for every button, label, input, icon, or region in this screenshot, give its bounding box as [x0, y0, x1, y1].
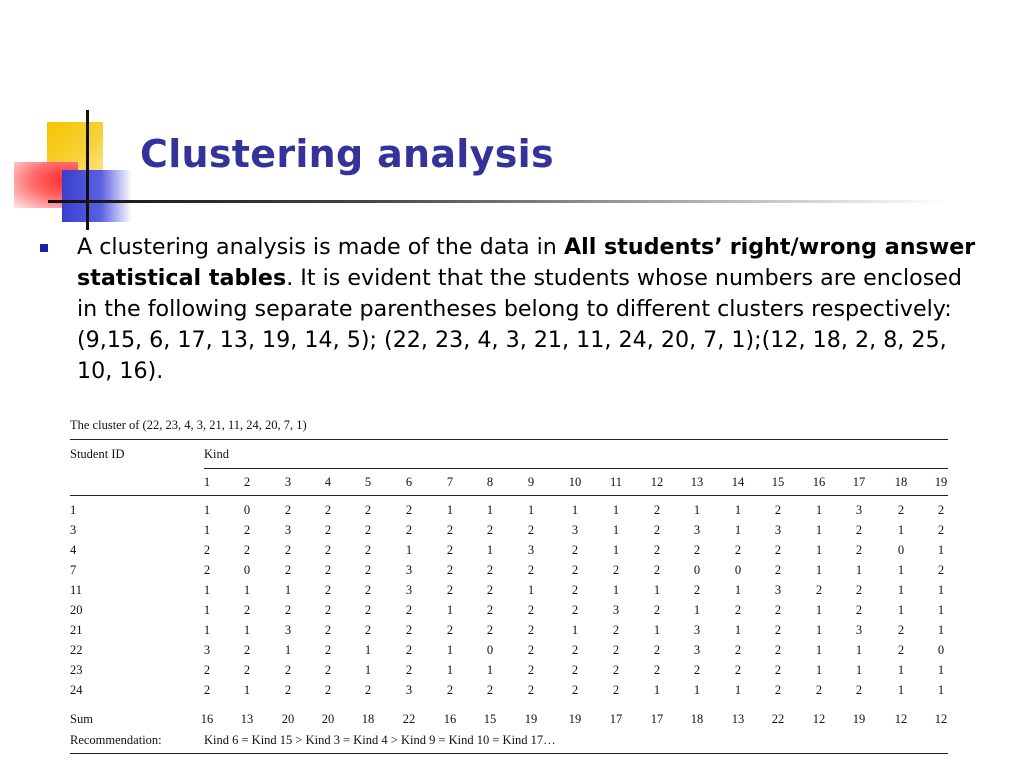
table-cell: 1 — [937, 583, 945, 597]
table-cell: 2 — [734, 603, 742, 617]
table-cell: 3 — [527, 543, 535, 557]
kind-column-header: 9 — [527, 475, 535, 489]
table-cell: 1 — [486, 663, 494, 677]
table-cell: 2 — [571, 683, 579, 697]
table-cell: 2 — [324, 643, 332, 657]
table-cell: 3 — [693, 643, 701, 657]
table-cell: 2 — [446, 683, 454, 697]
table-cell: 2 — [693, 583, 701, 597]
table-cell: 2 — [527, 643, 535, 657]
table-cell: 2 — [243, 603, 251, 617]
table-cell: 2 — [324, 623, 332, 637]
table-cell: 2 — [937, 523, 945, 537]
table-cell: 2 — [243, 543, 251, 557]
table-cell: 2 — [571, 643, 579, 657]
table-cell: 2 — [571, 603, 579, 617]
student-id-cell: 11 — [70, 583, 83, 597]
ornament-vertical-line — [86, 110, 89, 230]
student-id-cell: 20 — [70, 603, 83, 617]
table-cell: 2 — [446, 563, 454, 577]
table-cell: 3 — [693, 623, 701, 637]
table-cell: 2 — [897, 503, 905, 517]
table-cell: 2 — [486, 583, 494, 597]
sum-cell: 18 — [690, 712, 704, 726]
kind-column-header: 13 — [690, 475, 704, 489]
table-rule-top — [70, 439, 948, 440]
sum-cell: 16 — [200, 712, 214, 726]
table-cell: 2 — [855, 543, 863, 557]
table-cell: 2 — [324, 523, 332, 537]
table-header-kind: Kind — [204, 447, 229, 461]
kind-column-header: 14 — [731, 475, 745, 489]
table-cell: 1 — [612, 543, 620, 557]
table-cell: 2 — [653, 543, 661, 557]
table-rule-kind — [204, 468, 948, 469]
table-cell: 2 — [693, 663, 701, 677]
table-cell: 2 — [284, 563, 292, 577]
kind-column-header: 18 — [894, 475, 908, 489]
title-underline — [48, 200, 948, 203]
table-cell: 2 — [203, 663, 211, 677]
table-cell: 3 — [693, 523, 701, 537]
table-cell: 2 — [486, 523, 494, 537]
sum-cell: 17 — [650, 712, 664, 726]
kind-column-header: 1 — [203, 475, 211, 489]
table-cell: 3 — [774, 583, 782, 597]
table-cell: 2 — [774, 563, 782, 577]
table-cell: 2 — [855, 683, 863, 697]
table-cell: 1 — [815, 503, 823, 517]
table-cell: 2 — [405, 603, 413, 617]
table-cell: 3 — [405, 563, 413, 577]
table-cell: 2 — [203, 543, 211, 557]
table-rule-header-bottom — [70, 495, 948, 496]
table-cell: 2 — [693, 543, 701, 557]
table-cell: 2 — [486, 683, 494, 697]
table-cell: 3 — [405, 683, 413, 697]
sum-cell: 19 — [524, 712, 538, 726]
table-cell: 2 — [612, 643, 620, 657]
sum-cell: 13 — [731, 712, 745, 726]
sum-cell: 20 — [281, 712, 295, 726]
table-cell: 1 — [734, 683, 742, 697]
table-cell: 2 — [774, 643, 782, 657]
table-cell: 2 — [653, 563, 661, 577]
sum-cell: 22 — [771, 712, 785, 726]
kind-column-header: 6 — [405, 475, 413, 489]
kind-column-header: 2 — [243, 475, 251, 489]
table-cell: 2 — [612, 563, 620, 577]
table-cell: 2 — [364, 543, 372, 557]
table-cell: 2 — [815, 583, 823, 597]
table-cell: 2 — [612, 663, 620, 677]
table-cell: 1 — [815, 543, 823, 557]
table-cell: 3 — [405, 583, 413, 597]
table-cell: 2 — [855, 523, 863, 537]
kind-column-header: 19 — [934, 475, 948, 489]
student-id-cell: 22 — [70, 643, 83, 657]
table-cell: 1 — [815, 523, 823, 537]
table-cell: 2 — [571, 583, 579, 597]
table-cell: 2 — [364, 583, 372, 597]
sum-cell: 12 — [812, 712, 826, 726]
table-cell: 2 — [734, 543, 742, 557]
table-cell: 2 — [855, 603, 863, 617]
sum-cell: 13 — [240, 712, 254, 726]
table-cell: 2 — [571, 543, 579, 557]
table-cell: 2 — [243, 523, 251, 537]
table-cell: 1 — [486, 543, 494, 557]
bullet-text-intro: A clustering analysis is made of the data in — [77, 234, 564, 260]
table-cell: 2 — [527, 683, 535, 697]
table-cell: 2 — [324, 503, 332, 517]
table-cell: 2 — [527, 563, 535, 577]
table-cell: 2 — [324, 543, 332, 557]
kind-column-header: 12 — [650, 475, 664, 489]
table-cell: 2 — [653, 523, 661, 537]
bullet-text-rest: . It is evident that the students whose numbers are enclosed in the following separate parentheses belong to different clusters respectively: (9,15, 6, 17, 13, 19, 14, 5); (22, 23, 4, 3, 21, 11, 24, 20, 7, 1);(12, 18, 2, 8, 25, 10, 16). — [77, 265, 963, 384]
sum-cell: 18 — [361, 712, 375, 726]
table-cell: 2 — [203, 683, 211, 697]
table-cell: 2 — [653, 603, 661, 617]
table-cell: 1 — [734, 583, 742, 597]
sum-cell: 12 — [934, 712, 948, 726]
student-id-cell: 21 — [70, 623, 83, 637]
table-cell: 2 — [284, 503, 292, 517]
table-cell: 2 — [897, 623, 905, 637]
table-caption: The cluster of (22, 23, 4, 3, 21, 11, 24, 20, 7, 1) — [70, 418, 307, 432]
table-cell: 2 — [937, 503, 945, 517]
table-cell: 0 — [243, 503, 251, 517]
table-cell: 2 — [734, 643, 742, 657]
table-cell: 2 — [486, 603, 494, 617]
table-recommendation-label: Recommendation: — [70, 733, 162, 747]
table-cell: 3 — [284, 523, 292, 537]
table-cell: 2 — [486, 623, 494, 637]
bullet-square-icon — [40, 244, 48, 252]
table-cell: 1 — [897, 683, 905, 697]
student-id-cell: 7 — [70, 563, 77, 577]
table-cell: 1 — [446, 663, 454, 677]
table-cell: 1 — [693, 503, 701, 517]
table-cell: 1 — [571, 503, 579, 517]
table-cell: 1 — [897, 583, 905, 597]
kind-column-header: 10 — [568, 475, 582, 489]
table-cell: 1 — [364, 643, 372, 657]
table-cell: 2 — [405, 523, 413, 537]
sum-cell: 20 — [321, 712, 335, 726]
student-id-cell: 24 — [70, 683, 83, 697]
kind-column-header: 4 — [324, 475, 332, 489]
table-cell: 1 — [734, 623, 742, 637]
table-cell: 1 — [693, 683, 701, 697]
table-cell: 2 — [774, 543, 782, 557]
table-cell: 1 — [815, 623, 823, 637]
table-cell: 2 — [364, 683, 372, 697]
table-cell: 2 — [815, 683, 823, 697]
table-cell: 2 — [324, 683, 332, 697]
table-cell: 1 — [446, 603, 454, 617]
table-cell: 1 — [815, 663, 823, 677]
table-cell: 3 — [855, 623, 863, 637]
table-cell: 1 — [937, 663, 945, 677]
bullet-text — [77, 232, 987, 387]
table-cell: 2 — [364, 623, 372, 637]
table-cell: 1 — [937, 623, 945, 637]
table-cell: 2 — [571, 563, 579, 577]
table-cell: 2 — [653, 663, 661, 677]
table-cell: 1 — [734, 503, 742, 517]
table-cell: 1 — [203, 583, 211, 597]
sum-cell: 15 — [483, 712, 497, 726]
table-cell: 1 — [937, 543, 945, 557]
table-cell: 1 — [897, 663, 905, 677]
table-cell: 2 — [527, 603, 535, 617]
kind-column-header: 17 — [852, 475, 866, 489]
table-cell: 1 — [937, 603, 945, 617]
table-cell: 2 — [284, 543, 292, 557]
table-cell: 1 — [571, 623, 579, 637]
student-id-cell: 1 — [70, 503, 77, 517]
kind-column-header: 11 — [609, 475, 623, 489]
table-cell: 2 — [364, 563, 372, 577]
table-cell: 2 — [486, 563, 494, 577]
table-cell: 1 — [653, 583, 661, 597]
table-cell: 1 — [364, 663, 372, 677]
table-cell: 2 — [446, 523, 454, 537]
table-cell: 1 — [527, 583, 535, 597]
table-cell: 1 — [815, 563, 823, 577]
table-cell: 2 — [612, 623, 620, 637]
table-cell: 2 — [774, 683, 782, 697]
table-cell: 2 — [324, 663, 332, 677]
table-cell: 1 — [284, 643, 292, 657]
table-cell: 1 — [855, 563, 863, 577]
table-cell: 0 — [243, 563, 251, 577]
table-cell: 2 — [203, 563, 211, 577]
table-cell: 2 — [364, 603, 372, 617]
table-cell: 2 — [855, 583, 863, 597]
table-cell: 1 — [203, 623, 211, 637]
table-cell: 0 — [486, 643, 494, 657]
sum-cell: 12 — [894, 712, 908, 726]
table-cell: 1 — [937, 683, 945, 697]
cluster-table — [70, 418, 950, 758]
table-cell: 1 — [897, 563, 905, 577]
table-cell: 2 — [571, 663, 579, 677]
table-cell: 1 — [612, 523, 620, 537]
sum-cell: 22 — [402, 712, 416, 726]
sum-cell: 17 — [609, 712, 623, 726]
table-cell: 2 — [446, 623, 454, 637]
table-cell: 1 — [693, 603, 701, 617]
table-cell: 1 — [243, 583, 251, 597]
ornament-blue-square — [62, 170, 132, 222]
table-cell: 3 — [612, 603, 620, 617]
kind-column-header: 15 — [771, 475, 785, 489]
table-cell: 2 — [774, 663, 782, 677]
table-cell: 3 — [855, 503, 863, 517]
student-id-cell: 23 — [70, 663, 83, 677]
table-cell: 2 — [324, 583, 332, 597]
table-cell: 1 — [734, 523, 742, 537]
bullet-bold-all-students: All students — [563, 234, 715, 260]
table-cell: 2 — [446, 543, 454, 557]
table-cell: 1 — [612, 503, 620, 517]
table-cell: 2 — [612, 683, 620, 697]
table-cell: 3 — [774, 523, 782, 537]
table-header-student-id: Student ID — [70, 447, 125, 461]
table-cell: 1 — [203, 603, 211, 617]
table-cell: 2 — [774, 623, 782, 637]
table-cell: 2 — [653, 643, 661, 657]
table-cell: 1 — [243, 683, 251, 697]
sum-cell: 16 — [443, 712, 457, 726]
table-cell: 2 — [243, 643, 251, 657]
table-cell: 1 — [897, 603, 905, 617]
table-cell: 1 — [897, 523, 905, 537]
table-cell: 2 — [405, 663, 413, 677]
table-cell: 2 — [734, 663, 742, 677]
table-cell: 1 — [446, 503, 454, 517]
table-cell: 2 — [527, 663, 535, 677]
table-sum-label: Sum — [70, 712, 93, 726]
table-cell: 3 — [284, 623, 292, 637]
table-cell: 1 — [405, 543, 413, 557]
table-cell: 3 — [571, 523, 579, 537]
table-cell: 1 — [446, 643, 454, 657]
table-cell: 1 — [203, 523, 211, 537]
student-id-cell: 4 — [70, 543, 77, 557]
kind-column-header: 16 — [812, 475, 826, 489]
table-cell: 2 — [405, 643, 413, 657]
table-cell: 2 — [774, 503, 782, 517]
student-id-cell: 3 — [70, 523, 77, 537]
table-cell: 2 — [405, 503, 413, 517]
table-cell: 2 — [774, 603, 782, 617]
table-cell: 2 — [527, 523, 535, 537]
table-cell: 2 — [284, 603, 292, 617]
table-cell: 2 — [937, 563, 945, 577]
table-cell: 1 — [486, 503, 494, 517]
table-cell: 3 — [203, 643, 211, 657]
sum-cell: 19 — [852, 712, 866, 726]
table-cell: 0 — [937, 643, 945, 657]
table-cell: 0 — [693, 563, 701, 577]
table-cell: 2 — [446, 583, 454, 597]
table-cell: 1 — [284, 583, 292, 597]
table-cell: 2 — [364, 523, 372, 537]
table-cell: 2 — [653, 503, 661, 517]
table-cell: 2 — [243, 663, 251, 677]
table-cell: 1 — [612, 583, 620, 597]
table-cell: 1 — [815, 643, 823, 657]
table-cell: 2 — [405, 623, 413, 637]
table-cell: 1 — [653, 623, 661, 637]
table-cell: 2 — [284, 683, 292, 697]
table-cell: 2 — [284, 663, 292, 677]
table-cell: 2 — [324, 603, 332, 617]
table-cell: 2 — [364, 503, 372, 517]
kind-column-header: 3 — [284, 475, 292, 489]
table-cell: 1 — [815, 603, 823, 617]
table-cell: 0 — [734, 563, 742, 577]
table-recommendation-text: Kind 6 = Kind 15 > Kind 3 = Kind 4 > Kind 9 = Kind 10 = Kind 17… — [204, 733, 556, 747]
bullet-apostrophe: ’ — [714, 234, 723, 260]
table-rule-bottom — [70, 753, 948, 754]
kind-column-header: 5 — [364, 475, 372, 489]
table-cell: 1 — [855, 663, 863, 677]
table-cell: 2 — [897, 643, 905, 657]
bullet-bold-table-name: right/wrong answer statistical tables — [77, 234, 976, 291]
table-cell: 1 — [527, 503, 535, 517]
table-cell: 0 — [897, 543, 905, 557]
table-cell: 1 — [653, 683, 661, 697]
kind-column-header: 7 — [446, 475, 454, 489]
sum-cell: 19 — [568, 712, 582, 726]
kind-column-header: 8 — [486, 475, 494, 489]
table-cell: 1 — [203, 503, 211, 517]
title-ornament — [0, 0, 150, 240]
table-cell: 2 — [527, 623, 535, 637]
table-cell: 1 — [855, 643, 863, 657]
table-cell: 2 — [324, 563, 332, 577]
slide-title: Clustering analysis — [140, 132, 554, 176]
table-cell: 1 — [243, 623, 251, 637]
